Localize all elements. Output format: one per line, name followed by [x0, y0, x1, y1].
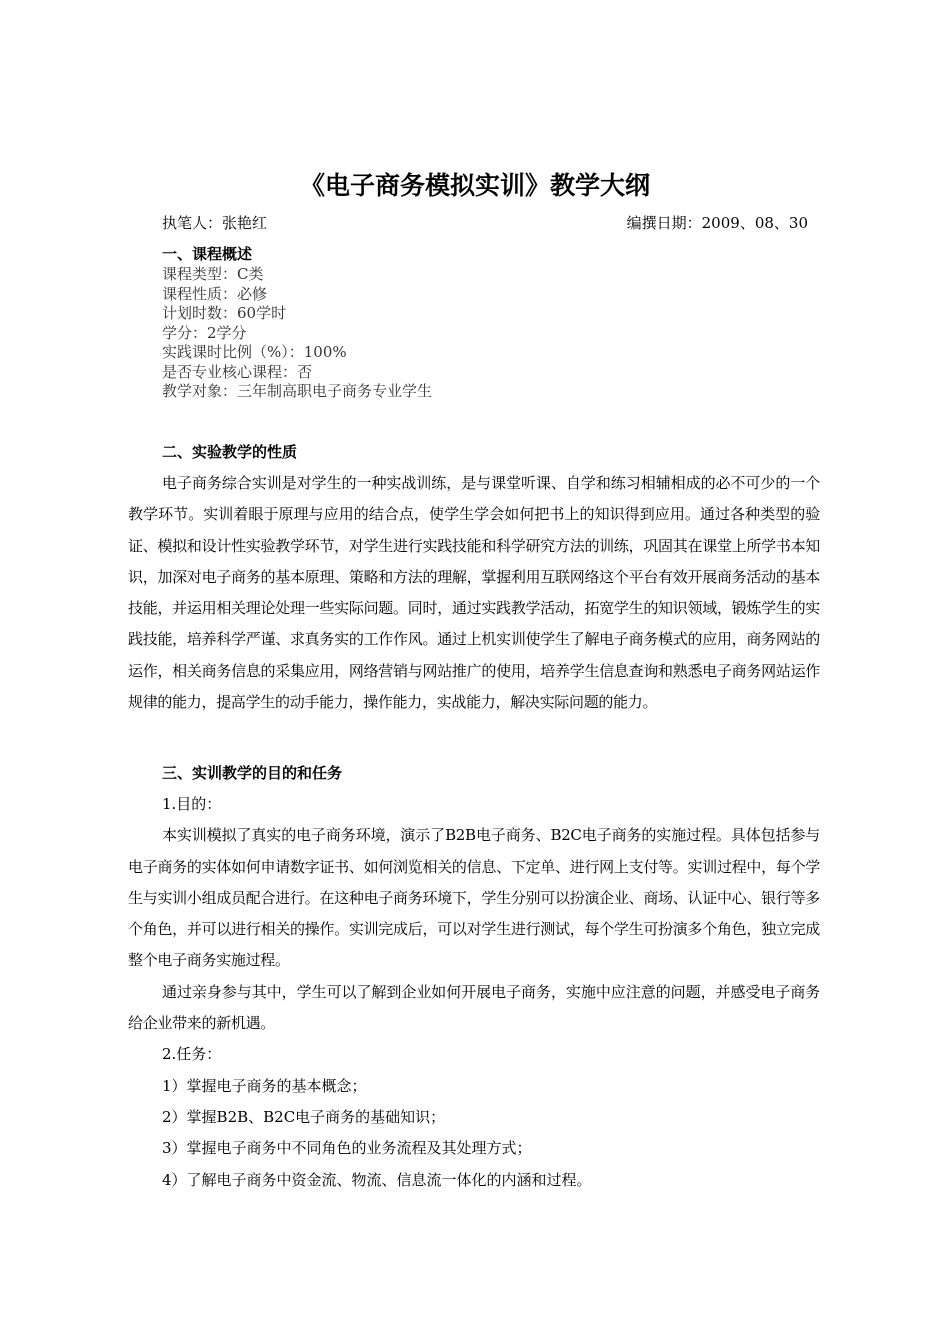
task-item: 4）了解电子商务中资金流、物流、信息流一体化的内涵和过程。	[162, 1170, 592, 1189]
body-paragraph: 通过亲身参与其中，学生可以了解到企业如何开展电子商务，实施中应注意的问题，并感受电子商务给企业带来的新机遇。	[128, 982, 820, 1033]
section-nature	[128, 436, 820, 718]
body-paragraph: 电子商务综合实训是对学生的一种实战训练，是与课堂听课、自学和练习相辅相成的必不可少的一个教学环节。实训着眼于原理与应用的结合点，使学生学会如何把书上的知识得到应用。通过各种类型的验证、模拟和设计性实验教学环节，对学生进行实践技能和科学研究方法的训练，巩固其在课堂上所学书本知识，加深对电子商务的基本原理、策略和方法的理解，掌握利用互联网络这个平台有效开展商务活动的基本技能，并运用相关理论处理一些实际问题。同时，通过实践教学活动，拓宽学生的知识领域，锻炼学生的实践技能，培养科学严谨、求真务实的工作作风。通过上机实训使学生了解电子商务模式的应用，商务网站的运作，相关商务信息的采集应用，网络营销与网站推广的使用，培养学生信息查询和熟悉电子商务网站运作规律的能力，提高学生的动手能力，操作能力，实战能力，解决实际问题的能力。	[128, 474, 820, 712]
info-item: 计划时数：60学时	[162, 304, 287, 322]
task-item: 2）掌握B2B、B2C电子商务的基础知识；	[162, 1107, 446, 1126]
date-line: 编撰日期：2009、08、30	[626, 214, 808, 232]
body-paragraph: 本实训模拟了真实的电子商务环境，演示了B2B电子商务、B2C电子商务的实施过程。具体包括参与电子商务的实体如何申请数字证书、如何浏览相关的信息、下定单、进行网上支付等。实训过程中，每个学生与实训小组成员配合进行。在这种电子商务环境下，学生分别可以扮演企业、商场、认证中心、银行等多个角色，并可以进行相关的操作。实训完成后，可以对学生进行测试，每个学生可扮演多个角色，独立完成整个电子商务实施过程。	[128, 826, 820, 970]
info-item: 课程类型：C类	[162, 265, 264, 283]
author-line: 执笔人：张艳红	[162, 214, 268, 232]
section-heading: 二、实验教学的性质	[162, 443, 298, 461]
section-heading: 三、实训教学的目的和任务	[162, 764, 343, 782]
task-item: 1）掌握电子商务的基本概念；	[162, 1076, 367, 1095]
info-item: 是否专业核心课程：否	[162, 362, 313, 381]
info-item: 课程性质：必修	[162, 284, 268, 303]
document-title: 《电子商务模拟实训》教学大纲	[299, 171, 650, 200]
purpose-label: 1.目的：	[162, 795, 222, 813]
info-item: 实践课时比例（%）：100%	[162, 343, 347, 361]
task-label: 2.任务：	[162, 1045, 222, 1064]
section-course-overview	[162, 243, 822, 402]
section-heading: 一、课程概述	[162, 245, 253, 263]
info-item: 教学对象：三年制高职电子商务专业学生	[162, 382, 433, 400]
document-meta	[162, 211, 808, 235]
section-purpose-tasks	[128, 757, 820, 1196]
task-item: 3）掌握电子商务中不同角色的业务流程及其处理方式；	[162, 1139, 532, 1158]
info-item: 学分：2学分	[162, 323, 247, 342]
